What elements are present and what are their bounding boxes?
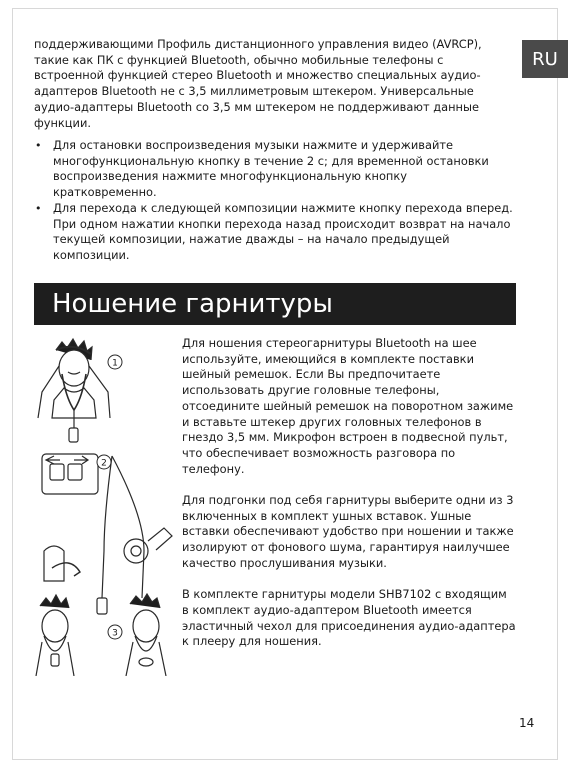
bullet-item: • Для остановки воспроизведения музыки нажмите и удерживайте многофункциональную кнопку в течение 2 с; для временной остановки воспроизведения нажмите многофункциональную кнопку кратковременно. xyxy=(34,138,514,201)
body-paragraph: Для ношения стереогарнитуры Bluetooth на шее используйте, имеющийся в комплекте поставки шейный ремешок. Если Вы предпочитаете использовать другие головные телефоны, отсоедините шейный ремешок на поворотном зажиме и вставьте штекер других головных телефонов в гнездо 3,5 мм. Микрофон встроен в подвесной пульт, что обеспечивает возможность разговора по телефону. xyxy=(182,336,514,476)
body-column xyxy=(182,336,517,666)
figure-2-strap xyxy=(42,454,172,614)
body-paragraph: Для подгонки под себя гарнитуры выберите одни из 3 включенных в комплект ушных вставок. Ушные вставки обеспечивают удобство при ношении и также изолируют от фонового шума, гарантируя наилучшее качество прослушивания музыки. xyxy=(182,493,514,570)
figure-1-person xyxy=(38,339,110,442)
figure-3-people xyxy=(36,594,166,676)
step-number: 1 xyxy=(112,358,118,369)
section-heading: Ношение гарнитуры xyxy=(34,283,516,325)
bullet-item: • Для перехода к следующей композиции нажмите кнопку перехода вперед. При одном нажатии кнопки перехода назад происходит возврат на начало текущей композиции, нажатие дважды – на начало предыдущей композиции. xyxy=(34,201,514,264)
body-paragraph: В комплекте гарнитуры модели SHB7102 с входящим в комплект аудио-адаптером Bluetooth имеется эластичный чехол для присоединения аудио-адаптера к плееру для ношения. xyxy=(182,587,516,649)
headset-illustration xyxy=(34,336,178,676)
intro-paragraph: поддерживающими Профиль дистанционного управления видео (AVRCP), такие как ПК с функцией Bluetooth, обычно мобильные телефоны с встроенной функцией стерео Bluetooth и множество специальных аудио-адаптеров Bluetooth не с 3,5 миллиметровым штекером. Универсальные аудио-адаптеры Bluetooth со 3,5 мм штекером не поддерживают данные функции. xyxy=(34,37,482,130)
language-tab: RU xyxy=(522,40,568,78)
step-number: 3 xyxy=(112,628,118,639)
step-number: 2 xyxy=(101,458,107,469)
bullet-list xyxy=(34,138,514,264)
page-number: 14 xyxy=(519,716,535,730)
